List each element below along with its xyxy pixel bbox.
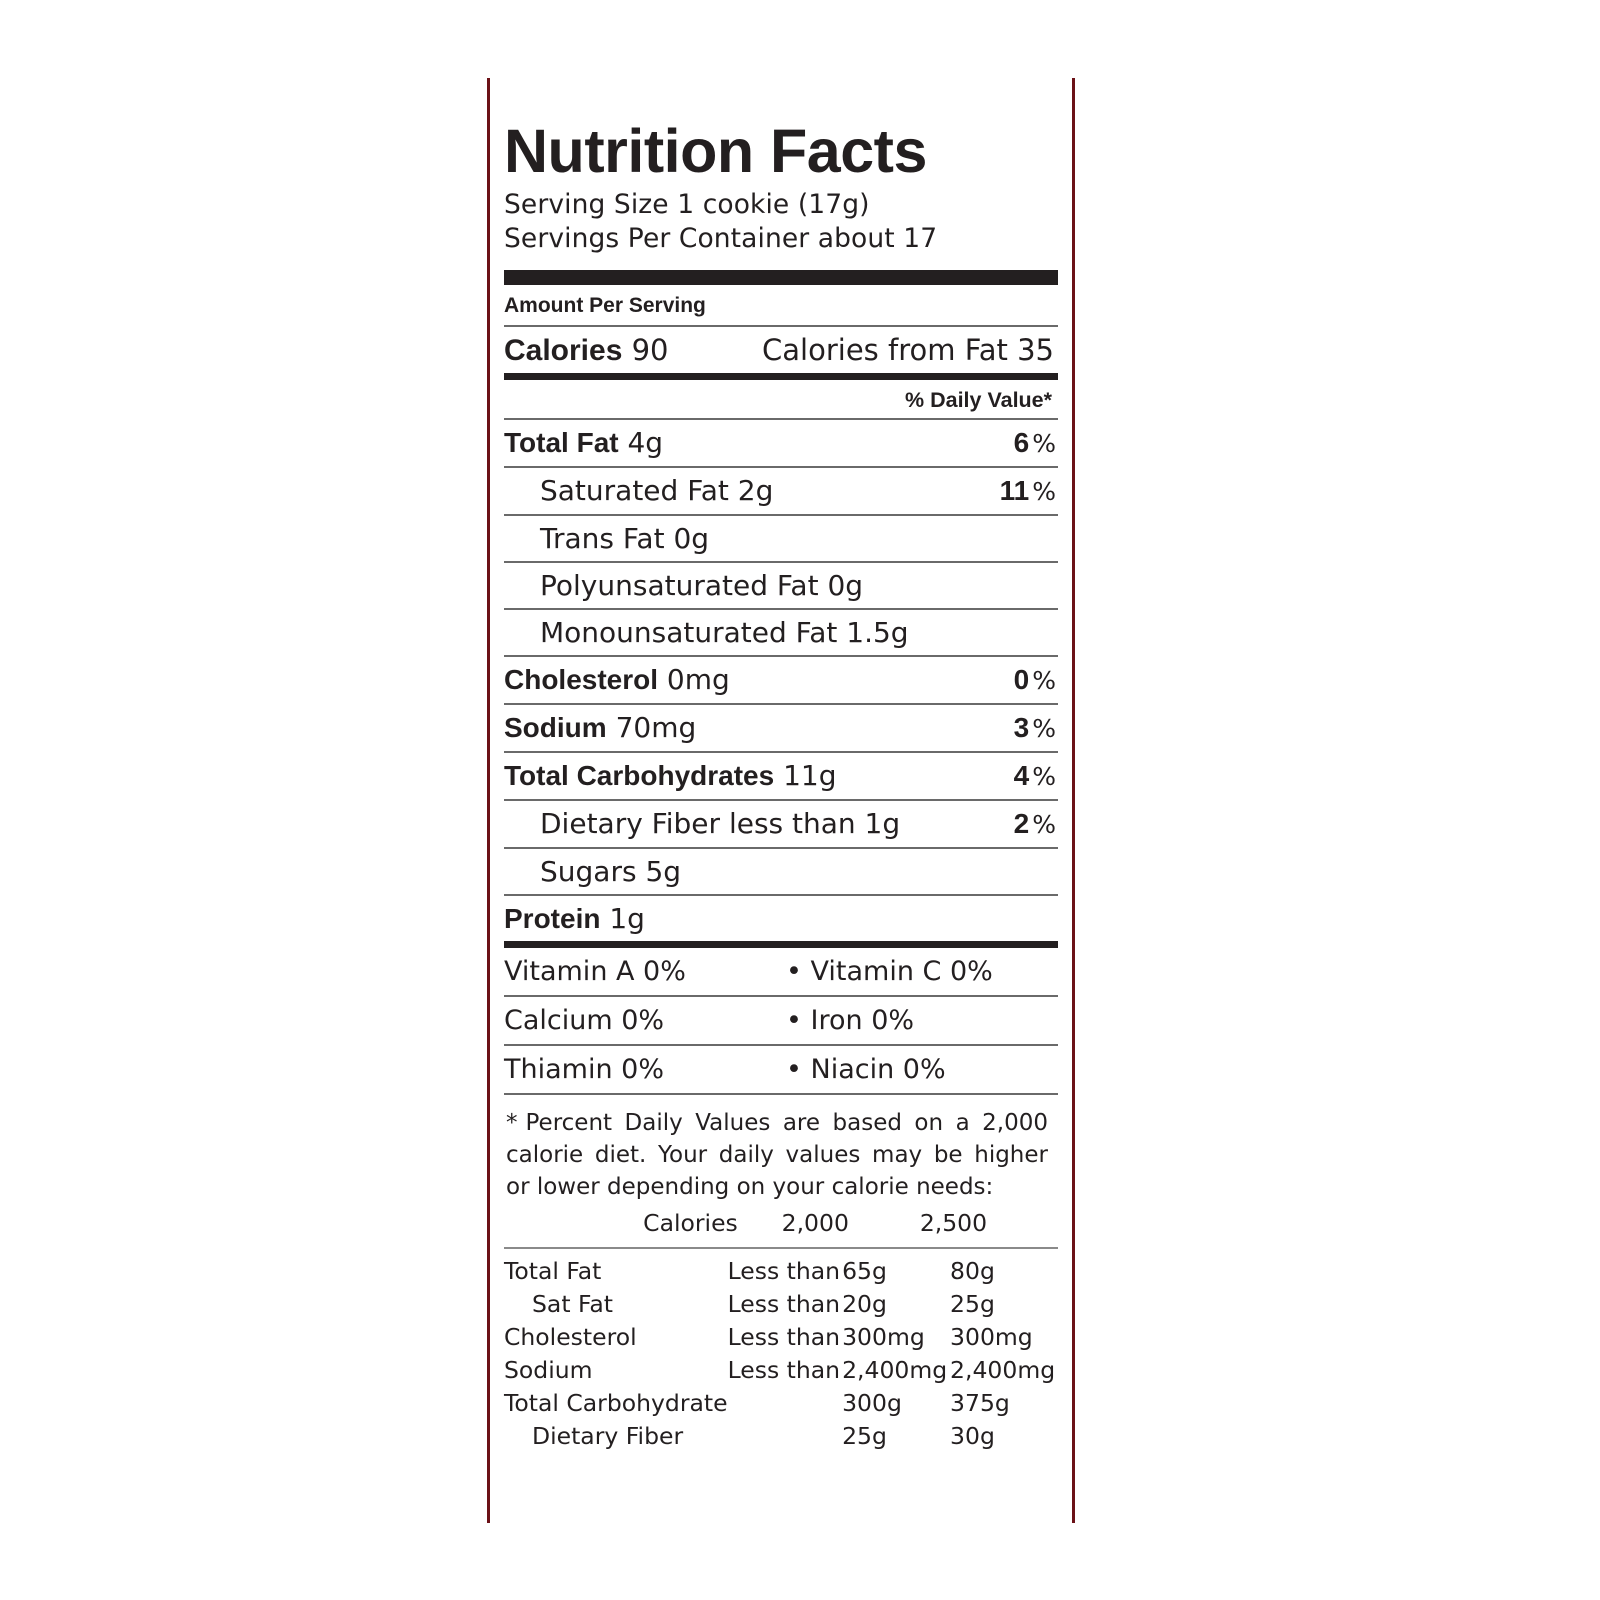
- nutrient-name: Cholesterol: [504, 664, 659, 695]
- dv-row-qualifier: [728, 1420, 843, 1453]
- nutrition-facts-panel: [487, 78, 1075, 1523]
- dv-row-qualifier: Less than: [727, 1290, 841, 1318]
- nutrient-amount: 11g: [774, 759, 837, 792]
- dv-row-2500: 30g: [950, 1422, 995, 1450]
- nutrient-name-amount: [540, 855, 681, 889]
- nutrient-amount: 2g: [728, 474, 774, 507]
- daily-value-header: % Daily Value*: [905, 388, 1052, 412]
- nutrient-list: [504, 420, 1058, 941]
- nutrient-name: Saturated Fat: [540, 474, 729, 507]
- dv-row-name: Dietary Fiber: [532, 1422, 684, 1450]
- dv-table-row: [504, 1354, 1058, 1387]
- calories-value: 90: [631, 333, 669, 367]
- dv-table-header-row: [504, 1207, 1058, 1245]
- footnote: [504, 1095, 1058, 1207]
- nutrient-name: Sugars: [540, 855, 637, 888]
- serving-size-text: Serving Size 1 cookie (17g): [504, 189, 870, 220]
- nutrient-row: [504, 468, 1058, 514]
- dv-table-row: [504, 1420, 1058, 1453]
- nutrient-amount: 0mg: [658, 663, 730, 696]
- calories-left: [504, 332, 669, 369]
- nutrient-daily-value: [960, 426, 1058, 461]
- nutrient-name-amount: [504, 759, 837, 793]
- page-title: Nutrition Facts: [504, 117, 927, 185]
- calories-row: [504, 327, 1058, 373]
- nutrient-row: [504, 420, 1058, 466]
- vitamin-right: • Vitamin C 0%: [786, 956, 993, 987]
- dv-row-2000: 25g: [842, 1422, 887, 1450]
- nutrient-amount: 5g: [636, 855, 682, 888]
- nutrient-amount: 0g: [664, 522, 710, 555]
- dv-row-qualifier: Less than: [727, 1356, 841, 1384]
- nutrient-daily-value: [960, 711, 1058, 746]
- vitamin-row: [504, 997, 1058, 1044]
- nutrient-dv-number: 6: [1013, 427, 1030, 458]
- nutrient-amount: 4g: [618, 426, 664, 459]
- daily-values-table: [504, 1207, 1058, 1245]
- vitamin-row: [504, 948, 1058, 995]
- nutrient-amount: 70mg: [606, 711, 697, 744]
- nutrient-amount: 1g: [600, 902, 645, 935]
- nutrient-name: Polyunsaturated Fat: [540, 569, 819, 602]
- nutrient-dv-percent-sign: %: [1032, 477, 1056, 506]
- dv-row-name: Total Fat: [504, 1257, 602, 1285]
- dv-row-2000: 300g: [842, 1389, 902, 1417]
- nutrient-name: Dietary Fiber: [540, 807, 721, 840]
- dv-table-header-cell: 2,000: [781, 1209, 849, 1237]
- dv-row-2500: 300mg: [950, 1323, 1033, 1351]
- dv-row-qualifier: Less than: [727, 1257, 841, 1285]
- nutrient-daily-value: [960, 663, 1058, 698]
- dv-row-name: Cholesterol: [504, 1323, 637, 1351]
- nutrient-amount: 0g: [818, 569, 864, 602]
- nutrient-row: [504, 896, 1058, 941]
- nutrient-dv-percent-sign: %: [1032, 714, 1056, 743]
- divider-below-calories: [504, 373, 1058, 380]
- nutrient-name-amount: [504, 711, 696, 745]
- daily-values-rows: [504, 1255, 1058, 1453]
- nutrient-dv-number: 3: [1013, 712, 1030, 743]
- dv-row-name: Sat Fat: [532, 1290, 613, 1318]
- dv-table-row: [504, 1288, 1058, 1321]
- nutrient-row: [504, 610, 1058, 655]
- nutrient-name-amount: [540, 522, 709, 556]
- nutrient-dv-number: 4: [1013, 760, 1030, 791]
- nutrient-dv-percent-sign: %: [1032, 810, 1056, 839]
- divider-thick-top: [504, 270, 1058, 285]
- vitamin-left: Vitamin A 0%: [504, 956, 686, 987]
- dv-row-2500: 2,400mg: [950, 1356, 1056, 1384]
- dv-row-2000: 300mg: [842, 1323, 925, 1351]
- nutrient-name: Protein: [504, 903, 601, 934]
- nutrient-row: [504, 705, 1058, 751]
- dv-row-2500: 375g: [950, 1389, 1010, 1417]
- nutrient-amount: less than 1g: [720, 807, 901, 840]
- dv-table-header-cell: [504, 1207, 643, 1245]
- nutrient-name: Sodium: [504, 712, 607, 743]
- nutrient-name: Total Fat: [504, 427, 619, 458]
- nutrient-daily-value: [960, 759, 1058, 794]
- dv-table-row: [504, 1255, 1058, 1288]
- dv-table-separator: [504, 1247, 1058, 1249]
- nutrient-amount: 1.5g: [837, 616, 909, 649]
- dv-row-name: Sodium: [504, 1356, 593, 1384]
- nutrient-dv-percent-sign: %: [1032, 762, 1056, 791]
- nutrition-facts-content: [490, 78, 1072, 1453]
- vitamin-left: Thiamin 0%: [504, 1054, 664, 1085]
- footnote-star: *: [506, 1110, 518, 1136]
- nutrient-name-amount: [540, 474, 773, 508]
- nutrient-row: [504, 849, 1058, 894]
- dv-table-row: [504, 1387, 1058, 1420]
- nutrient-daily-value: [960, 474, 1058, 509]
- dv-row-2500: 80g: [950, 1257, 995, 1285]
- divider-below-protein: [504, 941, 1058, 948]
- nutrient-name-amount: [540, 807, 900, 841]
- vitamin-right: • Iron 0%: [786, 1005, 915, 1036]
- nutrient-dv-percent-sign: %: [1032, 666, 1056, 695]
- nutrient-dv-percent-sign: %: [1032, 429, 1056, 458]
- servings-per-container-text: Servings Per Container about 17: [504, 223, 938, 254]
- amount-per-serving-label: Amount Per Serving: [504, 294, 706, 317]
- nutrient-dv-number: 11: [999, 475, 1030, 506]
- vitamin-left: Calcium 0%: [504, 1005, 665, 1036]
- vitamin-right: • Niacin 0%: [786, 1054, 946, 1085]
- nutrient-daily-value: [960, 807, 1058, 842]
- dv-table-header-cell: 2,500: [919, 1209, 988, 1237]
- calories-from-fat: Calories from Fat 35: [762, 333, 1054, 367]
- nutrient-name-amount: [504, 426, 663, 460]
- vitamin-row: [504, 1046, 1058, 1093]
- nutrient-row: [504, 563, 1058, 608]
- dv-row-qualifier: Less than: [727, 1323, 841, 1351]
- nutrient-name-amount: [504, 902, 645, 936]
- nutrient-name-amount: [540, 569, 863, 603]
- dv-row-2500: 25g: [950, 1290, 995, 1318]
- nutrient-dv-number: 0: [1013, 664, 1030, 695]
- vitamin-list: [504, 948, 1058, 1093]
- dv-row-qualifier: [728, 1387, 843, 1420]
- nutrient-name-amount: [540, 616, 909, 650]
- nutrient-row: [504, 753, 1058, 799]
- footnote-text: Percent Daily Values are based on a 2,000 calorie diet. Your daily values may be higher or lower depending on your calorie needs:: [506, 1110, 1048, 1200]
- nutrient-row: [504, 516, 1058, 561]
- nutrient-row: [504, 657, 1058, 703]
- nutrient-name: Total Carbohydrates: [504, 760, 775, 791]
- nutrient-name: Monounsaturated Fat: [540, 616, 838, 649]
- dv-row-2000: 65g: [842, 1257, 887, 1285]
- dv-row-name: Total Carbohydrate: [504, 1389, 728, 1417]
- nutrient-name: Trans Fat: [540, 522, 665, 555]
- dv-row-2000: 2,400mg: [842, 1356, 948, 1384]
- calories-label: Calories: [504, 334, 623, 367]
- dv-row-2000: 20g: [842, 1290, 887, 1318]
- dv-table-row: [504, 1321, 1058, 1354]
- nutrient-row: [504, 801, 1058, 847]
- nutrient-name-amount: [504, 663, 730, 697]
- nutrient-dv-number: 2: [1013, 808, 1030, 839]
- dv-table-header-cell: Calories: [643, 1209, 738, 1237]
